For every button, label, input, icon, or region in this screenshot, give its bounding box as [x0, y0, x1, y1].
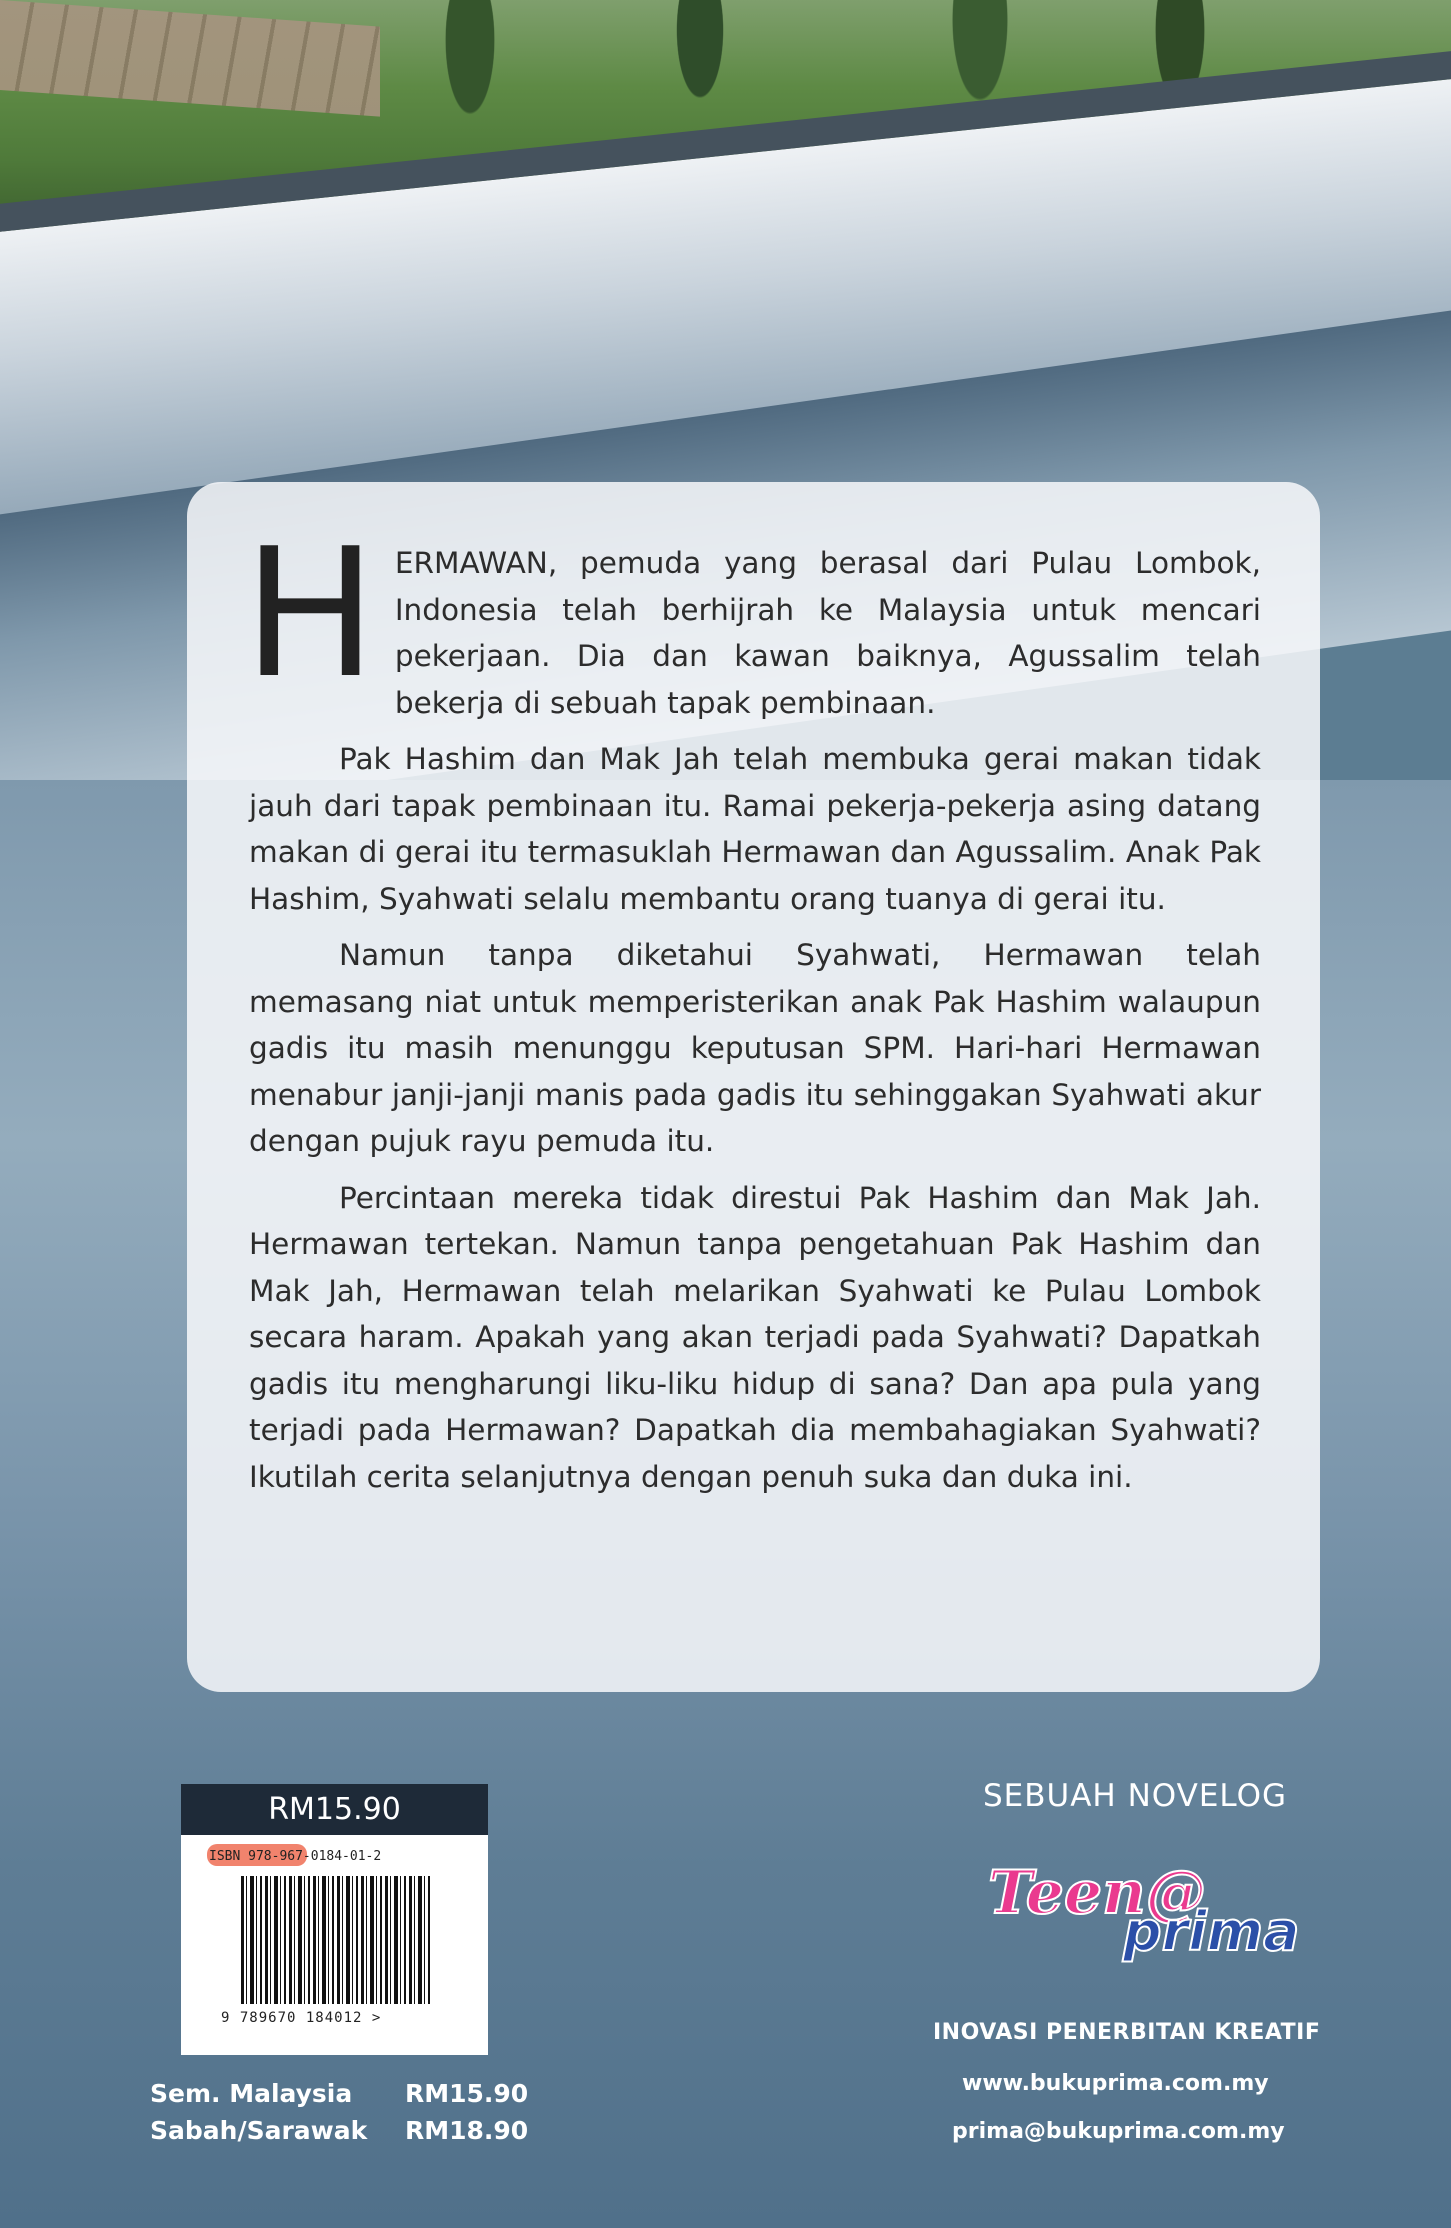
region-name: Sem. Malaysia: [150, 2079, 353, 2108]
barcode-digits: 9 789670 184012 >: [221, 2010, 382, 2026]
synopsis-paragraph-3: Namun tanpa diketahui Syahwati, Hermawan telah memasang niat untuk memperisterikan anak Pak Hashim walaupun gadis itu masih menunggu keputusan SPM. Hari-hari Hermawan menabur janji-janji manis pada gadis itu sehinggakan Syahwati akur dengan pujuk rayu pemuda itu.: [249, 938, 1261, 1158]
series-label: SEBUAH NOVELOG: [983, 1778, 1288, 1814]
synopsis-text: ERMAWAN, pemuda yang berasal dari Pulau Lombok, Indonesia telah berhijrah ke Malaysia untuk mencari pekerjaan. Dia dan kawan baiknya, Agussalim telah bekerja di sebuah tapak pembinaan.: [394, 546, 1261, 720]
synopsis-paragraph-4: Percintaan mereka tidak direstui Pak Hashim dan Mak Jah. Hermawan tertekan. Namun tanpa pengetahuan Pak Hashim dan Mak Jah, Hermawan telah melarikan Syahwati ke Pulau Lombok secara haram. Apakah yang akan terjadi pada Syahwati? Dapatkah gadis itu mengharungi liku-liku hidup di sana? Dan apa pula yang terjadi pada Hermawan? Dapatkah dia membahagiakan Syahwati? Ikutilah cerita selanjutnya dengan penuh suka dan duka ini.: [249, 1180, 1261, 1494]
synopsis-panel: [187, 482, 1320, 1692]
region-price: RM15.90: [405, 2079, 529, 2108]
price-barcode-box: [181, 1784, 488, 2055]
logo-prima-text: prima: [1123, 1900, 1300, 1963]
price-row: [150, 2112, 528, 2149]
synopsis-paragraph-1: [243, 510, 1261, 726]
publisher-tagline: INOVASI PENERBITAN KREATIF: [933, 2020, 1321, 2045]
barcode-icon: [241, 1876, 431, 2004]
drop-cap: H: [243, 510, 377, 717]
regional-prices: [150, 2075, 528, 2149]
publisher-email: prima@bukuprima.com.my: [952, 2119, 1285, 2144]
publisher-website: www.bukuprima.com.my: [962, 2071, 1269, 2096]
price-row: [150, 2075, 528, 2112]
region-price: RM18.90: [405, 2116, 529, 2145]
publisher-logo: [988, 1858, 1318, 1978]
isbn-number: ISBN 978-967-0184-01-2: [209, 1849, 382, 1864]
region-name: Sabah/Sarawak: [150, 2116, 368, 2145]
price-label: RM15.90: [181, 1784, 488, 1835]
synopsis-paragraph-2: Pak Hashim dan Mak Jah telah membuka gerai makan tidak jauh dari tapak pembinaan itu. Ramai pekerja-pekerja asing datang makan di gerai itu termasuklah Hermawan dan Agussalim. Anak Pak Hashim, Syahwati selalu membantu orang tuanya di gerai itu.: [249, 742, 1261, 916]
logo-teen-text: Teen@: [988, 1858, 1206, 1928]
